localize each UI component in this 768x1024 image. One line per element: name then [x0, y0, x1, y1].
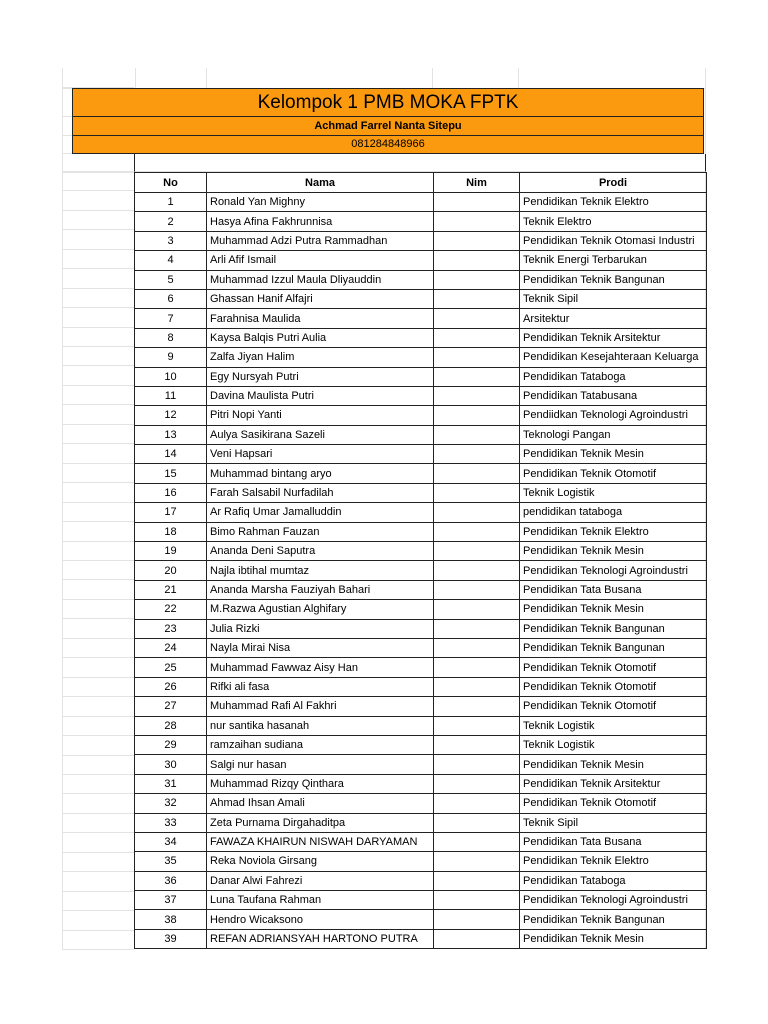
cell-nim[interactable] — [434, 309, 520, 328]
cell-prodi[interactable]: Pendidikan Teknik Arsitektur — [520, 774, 707, 793]
table-row — [135, 309, 707, 328]
cell-no[interactable]: 17 — [135, 503, 207, 522]
table-row — [135, 367, 707, 386]
cell-nama[interactable]: Ahmad Ihsan Amali — [207, 794, 434, 813]
cell-prodi[interactable]: Pendidikan Teknik Bangunan — [520, 638, 707, 657]
table-row — [135, 289, 707, 308]
cell-nim[interactable] — [434, 658, 520, 677]
table-row — [135, 212, 707, 231]
cell-nim[interactable] — [434, 425, 520, 444]
cell-nim[interactable] — [434, 580, 520, 599]
table-row — [135, 755, 707, 774]
table-row — [135, 348, 707, 367]
cell-nama[interactable]: REFAN ADRIANSYAH HARTONO PUTRA — [207, 929, 434, 948]
cell-prodi[interactable]: Pendidikan Teknik Arsitektur — [520, 328, 707, 347]
cell-nama[interactable]: Julia Rizki — [207, 619, 434, 638]
cell-nama[interactable]: Reka Noviola Girsang — [207, 852, 434, 871]
column-header-nama[interactable]: Nama — [207, 173, 434, 193]
table-row — [135, 638, 707, 657]
cell-nim[interactable] — [434, 406, 520, 425]
cell-no[interactable]: 32 — [135, 794, 207, 813]
table-row — [135, 483, 707, 502]
cell-nama[interactable]: Ghassan Hanif Alfajri — [207, 289, 434, 308]
cell-nim[interactable] — [434, 464, 520, 483]
cell-prodi[interactable]: Teknik Logistik — [520, 483, 707, 502]
cell-nim[interactable] — [434, 716, 520, 735]
cell-nim[interactable] — [434, 910, 520, 929]
group-leader-name: Achmad Farrel Nanta Sitepu — [72, 117, 704, 136]
cell-nama[interactable]: Hendro Wicaksono — [207, 910, 434, 929]
cell-prodi[interactable]: Pendidikan Teknik Mesin — [520, 542, 707, 561]
cell-nim[interactable] — [434, 774, 520, 793]
table-row — [135, 425, 707, 444]
cell-nama[interactable]: M.Razwa Agustian Alghifary — [207, 600, 434, 619]
cell-nim[interactable] — [434, 270, 520, 289]
cell-prodi[interactable]: Teknik Logistik — [520, 716, 707, 735]
table-row — [135, 910, 707, 929]
table-row — [135, 251, 707, 270]
cell-no[interactable]: 38 — [135, 910, 207, 929]
table-row — [135, 658, 707, 677]
cell-nim[interactable] — [434, 328, 520, 347]
cell-no[interactable]: 2 — [135, 212, 207, 231]
cell-nim[interactable] — [434, 871, 520, 890]
cell-nama[interactable]: Danar Alwi Fahrezi — [207, 871, 434, 890]
cell-prodi[interactable]: Pendidikan Teknik Elektro — [520, 193, 707, 212]
cell-prodi[interactable]: Pendidikan Tata Busana — [520, 580, 707, 599]
table-row — [135, 716, 707, 735]
cell-nama[interactable]: Ar Rafiq Umar Jamalluddin — [207, 503, 434, 522]
cell-nim[interactable] — [434, 251, 520, 270]
table-row — [135, 445, 707, 464]
cell-prodi[interactable]: Teknik Energi Terbarukan — [520, 251, 707, 270]
cell-nama[interactable]: Ananda Marsha Fauziyah Bahari — [207, 580, 434, 599]
cell-prodi[interactable]: pendidikan tataboga — [520, 503, 707, 522]
cell-nama[interactable]: Luna Taufana Rahman — [207, 891, 434, 910]
cell-nama[interactable]: Hasya Afina Fakhrunnisa — [207, 212, 434, 231]
cell-no[interactable]: 35 — [135, 852, 207, 871]
left-gridline-column — [62, 68, 134, 948]
cell-no[interactable]: 5 — [135, 270, 207, 289]
table-row — [135, 735, 707, 754]
cell-nim[interactable] — [434, 542, 520, 561]
table-row — [135, 600, 707, 619]
cell-nama[interactable]: Muhammad Rafi Al Fakhri — [207, 697, 434, 716]
cell-nama[interactable]: Davina Maulista Putri — [207, 386, 434, 405]
cell-nama[interactable]: Rifki ali fasa — [207, 677, 434, 696]
cell-prodi[interactable]: Pendidikan Teknik Bangunan — [520, 910, 707, 929]
table-row — [135, 677, 707, 696]
cell-prodi[interactable]: Pendidikan Teknik Otomotif — [520, 677, 707, 696]
cell-no[interactable]: 36 — [135, 871, 207, 890]
cell-no[interactable]: 3 — [135, 231, 207, 250]
cell-nim[interactable] — [434, 231, 520, 250]
cell-prodi[interactable]: Pendidikan Teknik Mesin — [520, 755, 707, 774]
cell-no[interactable]: 9 — [135, 348, 207, 367]
cell-prodi[interactable]: Pendidikan Teknik Otomotif — [520, 697, 707, 716]
table-row — [135, 386, 707, 405]
cell-no[interactable]: 10 — [135, 367, 207, 386]
cell-nim[interactable] — [434, 386, 520, 405]
cell-no[interactable]: 33 — [135, 813, 207, 832]
cell-no[interactable]: 25 — [135, 658, 207, 677]
cell-no[interactable]: 31 — [135, 774, 207, 793]
cell-nama[interactable]: Muhammad Adzi Putra Rammadhan — [207, 231, 434, 250]
cell-no[interactable]: 22 — [135, 600, 207, 619]
grid-row-top — [62, 68, 706, 89]
cell-no[interactable]: 7 — [135, 309, 207, 328]
cell-prodi[interactable]: Pendidikan Teknologi Agroindustri — [520, 891, 707, 910]
cell-prodi[interactable]: Pendidikan Teknik Bangunan — [520, 619, 707, 638]
cell-nama[interactable]: Veni Hapsari — [207, 445, 434, 464]
members-table — [134, 172, 707, 949]
cell-nim[interactable] — [434, 852, 520, 871]
cell-no[interactable]: 4 — [135, 251, 207, 270]
cell-nim[interactable] — [434, 212, 520, 231]
cell-no[interactable]: 8 — [135, 328, 207, 347]
cell-no[interactable]: 1 — [135, 193, 207, 212]
cell-no[interactable]: 26 — [135, 677, 207, 696]
cell-nama[interactable]: Najla ibtihal mumtaz — [207, 561, 434, 580]
cell-no[interactable]: 6 — [135, 289, 207, 308]
table-row — [135, 794, 707, 813]
cell-nim[interactable] — [434, 677, 520, 696]
cell-nim[interactable] — [434, 503, 520, 522]
cell-prodi[interactable]: Pendidikan Tataboga — [520, 871, 707, 890]
group-leader-phone: 081284848966 — [72, 136, 704, 154]
table-row — [135, 619, 707, 638]
cell-no[interactable]: 21 — [135, 580, 207, 599]
cell-nama[interactable]: Farahnisa Maulida — [207, 309, 434, 328]
table-row — [135, 580, 707, 599]
cell-prodi[interactable]: Pendidikan Tataboga — [520, 367, 707, 386]
cell-no[interactable]: 19 — [135, 542, 207, 561]
cell-prodi[interactable]: Teknologi Pangan — [520, 425, 707, 444]
cell-prodi[interactable]: Pendidikan Tata Busana — [520, 832, 707, 851]
cell-no[interactable]: 18 — [135, 522, 207, 541]
table-row — [135, 328, 707, 347]
cell-nim[interactable] — [434, 619, 520, 638]
cell-nama[interactable]: FAWAZA KHAIRUN NISWAH DARYAMAN — [207, 832, 434, 851]
table-row — [135, 406, 707, 425]
table-row — [135, 832, 707, 851]
column-header-prodi[interactable]: Prodi — [520, 173, 707, 193]
cell-no[interactable]: 37 — [135, 891, 207, 910]
table-row — [135, 697, 707, 716]
cell-nama[interactable]: ramzaihan sudiana — [207, 735, 434, 754]
cell-prodi[interactable]: Teknik Elektro — [520, 212, 707, 231]
cell-prodi[interactable]: Pendidikan Teknik Otomotif — [520, 658, 707, 677]
cell-prodi[interactable]: Pendidikan Teknik Mesin — [520, 445, 707, 464]
column-header-nim[interactable]: Nim — [434, 173, 520, 193]
cell-prodi[interactable]: Pendidikan Teknik Elektro — [520, 522, 707, 541]
table-row — [135, 891, 707, 910]
cell-prodi[interactable]: Pendidikan Teknik Bangunan — [520, 270, 707, 289]
cell-prodi[interactable]: Arsitektur — [520, 309, 707, 328]
cell-nim[interactable] — [434, 638, 520, 657]
cell-nama[interactable]: Egy Nursyah Putri — [207, 367, 434, 386]
cell-prodi[interactable]: Teknik Logistik — [520, 735, 707, 754]
cell-nim[interactable] — [434, 755, 520, 774]
table-header-row — [135, 173, 707, 193]
cell-no[interactable]: 34 — [135, 832, 207, 851]
cell-nama[interactable]: Salgi nur hasan — [207, 755, 434, 774]
cell-nama[interactable]: Ananda Deni Saputra — [207, 542, 434, 561]
cell-nama[interactable]: Bimo Rahman Fauzan — [207, 522, 434, 541]
table-row — [135, 193, 707, 212]
cell-prodi[interactable]: Pendiidkan Teknologi Agroindustri — [520, 406, 707, 425]
cell-nim[interactable] — [434, 813, 520, 832]
table-row — [135, 503, 707, 522]
cell-no[interactable]: 39 — [135, 929, 207, 948]
cell-no[interactable]: 13 — [135, 425, 207, 444]
cell-nama[interactable]: Muhammad Fawwaz Aisy Han — [207, 658, 434, 677]
cell-nim[interactable] — [434, 735, 520, 754]
cell-nim[interactable] — [434, 367, 520, 386]
cell-no[interactable]: 23 — [135, 619, 207, 638]
cell-prodi[interactable]: Pendidikan Teknik Otomotif — [520, 794, 707, 813]
group-title: Kelompok 1 PMB MOKA FPTK — [72, 88, 704, 117]
cell-nim[interactable] — [434, 929, 520, 948]
column-header-no[interactable]: No — [135, 173, 207, 193]
cell-nim[interactable] — [434, 697, 520, 716]
cell-no[interactable]: 12 — [135, 406, 207, 425]
table-row — [135, 813, 707, 832]
cell-prodi[interactable]: Pendidikan Teknik Otomasi Industri — [520, 231, 707, 250]
cell-nim[interactable] — [434, 483, 520, 502]
table-row — [135, 464, 707, 483]
cell-no[interactable]: 28 — [135, 716, 207, 735]
cell-no[interactable]: 11 — [135, 386, 207, 405]
cell-no[interactable]: 20 — [135, 561, 207, 580]
table-row — [135, 542, 707, 561]
table-row — [135, 231, 707, 250]
cell-prodi[interactable]: Pendidikan Teknik Mesin — [520, 929, 707, 948]
cell-nim[interactable] — [434, 445, 520, 464]
cell-prodi[interactable]: Pendidikan Teknologi Agroindustri — [520, 561, 707, 580]
table-row — [135, 774, 707, 793]
cell-nim[interactable] — [434, 522, 520, 541]
table-row — [135, 522, 707, 541]
cell-nama[interactable]: Farah Salsabil Nurfadilah — [207, 483, 434, 502]
cell-no[interactable]: 16 — [135, 483, 207, 502]
table-row — [135, 270, 707, 289]
cell-nama[interactable]: Pitri Nopi Yanti — [207, 406, 434, 425]
cell-nama[interactable]: Aulya Sasikirana Sazeli — [207, 425, 434, 444]
cell-nim[interactable] — [434, 832, 520, 851]
cell-nim[interactable] — [434, 891, 520, 910]
cell-nim[interactable] — [434, 561, 520, 580]
cell-nama[interactable]: Zalfa Jiyan Halim — [207, 348, 434, 367]
cell-prodi[interactable]: Pendidikan Kesejahteraan Keluarga — [520, 348, 707, 367]
cell-nama[interactable]: nur santika hasanah — [207, 716, 434, 735]
cell-prodi[interactable]: Pendidikan Teknik Mesin — [520, 600, 707, 619]
cell-nama[interactable]: Zeta Purnama Dirgahaditpa — [207, 813, 434, 832]
cell-nama[interactable]: Muhammad bintang aryo — [207, 464, 434, 483]
table-row — [135, 929, 707, 948]
cell-nim[interactable] — [434, 289, 520, 308]
cell-nim[interactable] — [434, 193, 520, 212]
cell-nim[interactable] — [434, 348, 520, 367]
cell-nim[interactable] — [434, 600, 520, 619]
cell-nama[interactable]: Muhammad Izzul Maula Dliyauddin — [207, 270, 434, 289]
cell-no[interactable]: 24 — [135, 638, 207, 657]
table-row — [135, 871, 707, 890]
cell-nama[interactable]: Kaysa Balqis Putri Aulia — [207, 328, 434, 347]
cell-nim[interactable] — [434, 794, 520, 813]
cell-nama[interactable]: Arli Afif Ismail — [207, 251, 434, 270]
cell-prodi[interactable]: Pendidikan Tatabusana — [520, 386, 707, 405]
cell-no[interactable]: 29 — [135, 735, 207, 754]
cell-prodi[interactable]: Teknik Sipil — [520, 813, 707, 832]
blank-spacer-row — [134, 154, 706, 172]
cell-prodi[interactable]: Pendidikan Teknik Otomotif — [520, 464, 707, 483]
cell-nama[interactable]: Muhammad Rizqy Qinthara — [207, 774, 434, 793]
cell-nama[interactable]: Nayla Mirai Nisa — [207, 638, 434, 657]
cell-no[interactable]: 30 — [135, 755, 207, 774]
cell-prodi[interactable]: Pendidikan Teknik Elektro — [520, 852, 707, 871]
cell-nama[interactable]: Ronald Yan Mighny — [207, 193, 434, 212]
cell-prodi[interactable]: Teknik Sipil — [520, 289, 707, 308]
cell-no[interactable]: 27 — [135, 697, 207, 716]
table-row — [135, 852, 707, 871]
cell-no[interactable]: 15 — [135, 464, 207, 483]
cell-no[interactable]: 14 — [135, 445, 207, 464]
table-row — [135, 561, 707, 580]
